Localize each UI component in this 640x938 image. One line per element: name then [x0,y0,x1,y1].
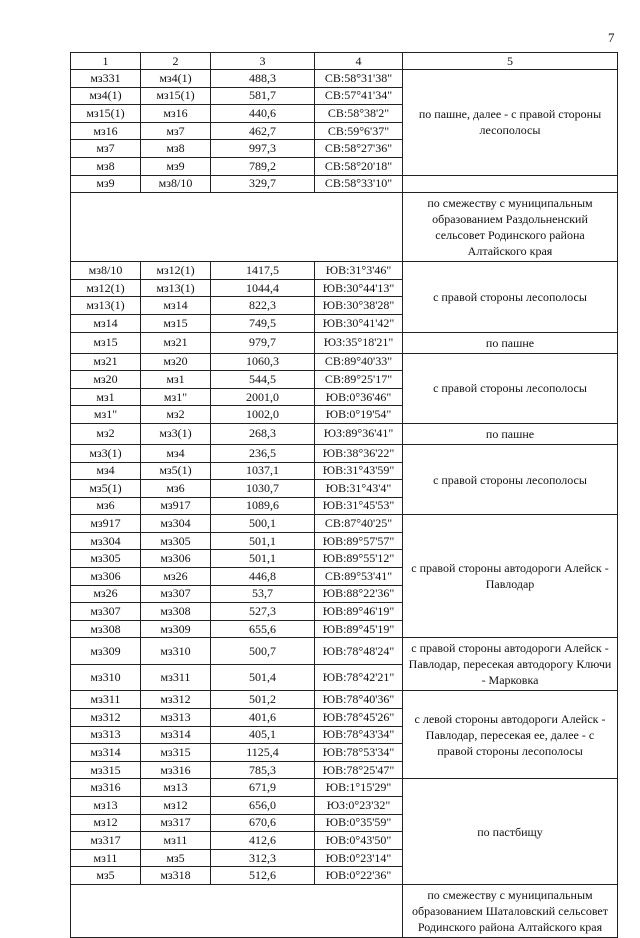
to-point-cell: мз4 [141,444,211,462]
to-point-cell: мз13 [141,779,211,797]
distance-cell: 446,8 [211,568,315,586]
from-point-cell: мз16 [71,122,141,140]
from-point-cell: мз26 [71,585,141,603]
distance-cell: 501,4 [211,664,315,691]
distance-cell: 312,3 [211,849,315,867]
distance-cell: 512,6 [211,867,315,885]
bearing-cell: СВ:58°33'10" [315,175,403,193]
to-point-cell: мз11 [141,832,211,850]
bearing-cell: ЮВ:78°53'34" [315,744,403,762]
to-point-cell: мз308 [141,603,211,621]
bearing-cell: ЮВ:89°57'57" [315,532,403,550]
distance-cell: 822,3 [211,297,315,315]
col-header: 4 [315,53,403,70]
from-point-cell: мз309 [71,638,141,665]
bearing-cell: ЮВ:78°48'24" [315,638,403,665]
table-row [71,779,618,797]
from-point-cell: мз307 [71,603,141,621]
from-point-cell: мз304 [71,532,141,550]
bearing-cell: ЮВ:0°35'59" [315,814,403,832]
boundary-description: с правой стороны лесополосы [403,444,618,514]
from-point-cell: мз7 [71,140,141,158]
distance-cell: 581,7 [211,87,315,105]
to-point-cell: мз9 [141,157,211,175]
to-point-cell: мз304 [141,515,211,533]
to-point-cell: мз1" [141,388,211,406]
bearing-cell: СВ:89°53'41" [315,568,403,586]
distance-cell: 1417,5 [211,262,315,280]
distance-cell: 1060,3 [211,353,315,371]
distance-cell: 670,6 [211,814,315,832]
from-point-cell: мз2 [71,423,141,444]
boundary-description: с правой стороны автодороги Алейск - Павлодар [403,515,618,638]
to-point-cell: мз1 [141,371,211,389]
table-row [71,262,618,280]
bearing-cell: ЮЗ:35°18'21" [315,332,403,353]
to-point-cell: мз309 [141,620,211,638]
distance-cell: 1030,7 [211,480,315,498]
empty-cell [71,193,403,262]
bearing-cell: ЮВ:0°36'46" [315,388,403,406]
bearing-cell: ЮВ:30°38'28" [315,297,403,315]
from-point-cell: мз317 [71,832,141,850]
to-point-cell: мз14 [141,297,211,315]
bearing-cell: ЮЗ:0°23'32" [315,797,403,815]
distance-cell: 488,3 [211,70,315,88]
from-point-cell: мз308 [71,620,141,638]
from-point-cell: мз12 [71,814,141,832]
bearing-cell: ЮВ:78°43'34" [315,726,403,744]
bearing-cell: ЮЗ:89°36'41" [315,423,403,444]
to-point-cell: мз12 [141,797,211,815]
to-point-cell: мз15(1) [141,87,211,105]
bearing-cell: ЮВ:88°22'36" [315,585,403,603]
from-point-cell: мз3(1) [71,444,141,462]
from-point-cell: мз1 [71,388,141,406]
header-row [71,53,618,70]
bearing-cell: ЮВ:78°45'26" [315,709,403,727]
boundary-description: по смежеству с муниципальным образованием Шаталовский сельсовет Родинского района Алтайского края [403,884,618,937]
bearing-cell: ЮВ:0°43'50" [315,832,403,850]
to-point-cell: мз4(1) [141,70,211,88]
distance-cell: 544,5 [211,371,315,389]
from-point-cell: мз5(1) [71,480,141,498]
bearing-cell: СВ:89°25'17" [315,371,403,389]
to-point-cell: мз316 [141,761,211,779]
bearing-cell: ЮВ:78°40'36" [315,691,403,709]
bearing-cell: СВ:89°40'33" [315,353,403,371]
boundary-description: по пастбищу [403,779,618,885]
from-point-cell: мз311 [71,691,141,709]
bearing-cell: ЮВ:30°41'42" [315,314,403,332]
from-point-cell: мз13(1) [71,297,141,315]
bearing-cell: ЮВ:31°3'46" [315,262,403,280]
bearing-cell: ЮВ:1°15'29" [315,779,403,797]
bearing-cell: ЮВ:30°44'13" [315,279,403,297]
from-point-cell: мз331 [71,70,141,88]
col-header: 3 [211,53,315,70]
col-header: 2 [141,53,211,70]
bearing-cell: ЮВ:38°36'22" [315,444,403,462]
distance-cell: 785,3 [211,761,315,779]
distance-cell: 1089,6 [211,497,315,515]
from-point-cell: мз1" [71,406,141,424]
distance-cell: 501,1 [211,550,315,568]
from-point-cell: мз5 [71,867,141,885]
boundary-description: с левой стороны автодороги Алейск - Павлодар, пересекая ее, далее - с правой стороны лесополосы [403,691,618,779]
distance-cell: 1125,4 [211,744,315,762]
distance-cell: 500,7 [211,638,315,665]
distance-cell: 500,1 [211,515,315,533]
table-row [71,423,618,444]
distance-cell: 53,7 [211,585,315,603]
table-row [71,515,618,533]
from-point-cell: мз312 [71,709,141,727]
distance-cell: 401,6 [211,709,315,727]
to-point-cell: мз315 [141,744,211,762]
from-point-cell: мз11 [71,849,141,867]
to-point-cell: мз311 [141,664,211,691]
distance-cell: 462,7 [211,122,315,140]
to-point-cell: мз307 [141,585,211,603]
from-point-cell: мз9 [71,175,141,193]
boundary-description: с правой стороны автодороги Алейск - Павлодар, пересекая автодорогу Ключи - Марковка [403,638,618,691]
from-point-cell: мз8/10 [71,262,141,280]
bearing-cell: ЮВ:89°45'19" [315,620,403,638]
from-point-cell: мз15 [71,332,141,353]
to-point-cell: мз313 [141,709,211,727]
to-point-cell: мз5(1) [141,462,211,480]
boundary-description: по пашне, далее - с правой стороны лесополосы [403,70,618,176]
table-row [71,70,618,88]
bearing-cell: ЮВ:31°43'59" [315,462,403,480]
adjacency-row [71,884,618,937]
to-point-cell: мз310 [141,638,211,665]
table-row [71,353,618,371]
bearing-cell: СВ:58°20'18" [315,157,403,175]
to-point-cell: мз312 [141,691,211,709]
to-point-cell: мз21 [141,332,211,353]
distance-cell: 440,6 [211,105,315,123]
distance-cell: 501,2 [211,691,315,709]
from-point-cell: мз4 [71,462,141,480]
bearing-cell: ЮВ:78°25'47" [315,761,403,779]
boundary-description: с правой стороны лесополосы [403,262,618,332]
distance-cell: 655,6 [211,620,315,638]
from-point-cell: мз306 [71,568,141,586]
distance-cell: 749,5 [211,314,315,332]
bearing-cell: ЮВ:31°43'4" [315,480,403,498]
boundary-description: по смежеству с муниципальным образованием Раздольненский сельсовет Родинского района Алтайского края [403,193,618,262]
page-number: 7 [608,30,615,45]
from-point-cell: мз14 [71,314,141,332]
col-header: 5 [403,53,618,70]
to-point-cell: мз13(1) [141,279,211,297]
bearing-cell: ЮВ:0°22'36" [315,867,403,885]
table-row [71,638,618,665]
from-point-cell: мз305 [71,550,141,568]
table-row [71,332,618,353]
from-point-cell: мз21 [71,353,141,371]
to-point-cell: мз12(1) [141,262,211,280]
from-point-cell: мз917 [71,515,141,533]
distance-cell: 979,7 [211,332,315,353]
distance-cell: 2001,0 [211,388,315,406]
from-point-cell: мз15(1) [71,105,141,123]
to-point-cell: мз8 [141,140,211,158]
from-point-cell: мз316 [71,779,141,797]
from-point-cell: мз310 [71,664,141,691]
to-point-cell: мз6 [141,480,211,498]
table-row [71,691,618,709]
table-row [71,444,618,462]
bearing-cell: СВ:58°27'36" [315,140,403,158]
distance-cell: 789,2 [211,157,315,175]
adjacency-row [71,193,618,262]
bearing-cell: ЮВ:89°46'19" [315,603,403,621]
bearing-cell: СВ:87°40'25" [315,515,403,533]
from-point-cell: мз6 [71,497,141,515]
table-row [71,175,618,193]
to-point-cell: мз317 [141,814,211,832]
distance-cell: 329,7 [211,175,315,193]
boundary-table [70,52,618,938]
bearing-cell: ЮВ:31°45'53" [315,497,403,515]
boundary-description [403,175,618,193]
distance-cell: 997,3 [211,140,315,158]
bearing-cell: ЮВ:0°23'14" [315,849,403,867]
from-point-cell: мз4(1) [71,87,141,105]
distance-cell: 527,3 [211,603,315,621]
distance-cell: 1002,0 [211,406,315,424]
to-point-cell: мз305 [141,532,211,550]
from-point-cell: мз20 [71,371,141,389]
boundary-description: с правой стороны лесополосы [403,353,618,423]
distance-cell: 1037,1 [211,462,315,480]
to-point-cell: мз314 [141,726,211,744]
to-point-cell: мз7 [141,122,211,140]
distance-cell: 236,5 [211,444,315,462]
bearing-cell: СВ:59°6'37" [315,122,403,140]
from-point-cell: мз313 [71,726,141,744]
boundary-description: по пашне [403,423,618,444]
distance-cell: 412,6 [211,832,315,850]
distance-cell: 501,1 [211,532,315,550]
from-point-cell: мз13 [71,797,141,815]
to-point-cell: мз306 [141,550,211,568]
boundary-description: по пашне [403,332,618,353]
table-body [71,70,618,938]
to-point-cell: мз3(1) [141,423,211,444]
to-point-cell: мз917 [141,497,211,515]
bearing-cell: ЮВ:78°42'21" [315,664,403,691]
bearing-cell: ЮВ:89°55'12" [315,550,403,568]
bearing-cell: СВ:58°31'38" [315,70,403,88]
to-point-cell: мз15 [141,314,211,332]
distance-cell: 1044,4 [211,279,315,297]
to-point-cell: мз8/10 [141,175,211,193]
bearing-cell: ЮВ:0°19'54" [315,406,403,424]
from-point-cell: мз12(1) [71,279,141,297]
from-point-cell: мз315 [71,761,141,779]
col-header: 1 [71,53,141,70]
distance-cell: 671,9 [211,779,315,797]
empty-cell [71,884,403,937]
from-point-cell: мз314 [71,744,141,762]
bearing-cell: СВ:57°41'34" [315,87,403,105]
distance-cell: 405,1 [211,726,315,744]
to-point-cell: мз16 [141,105,211,123]
distance-cell: 656,0 [211,797,315,815]
to-point-cell: мз318 [141,867,211,885]
to-point-cell: мз26 [141,568,211,586]
to-point-cell: мз5 [141,849,211,867]
to-point-cell: мз2 [141,406,211,424]
to-point-cell: мз20 [141,353,211,371]
bearing-cell: СВ:58°38'2" [315,105,403,123]
distance-cell: 268,3 [211,423,315,444]
from-point-cell: мз8 [71,157,141,175]
